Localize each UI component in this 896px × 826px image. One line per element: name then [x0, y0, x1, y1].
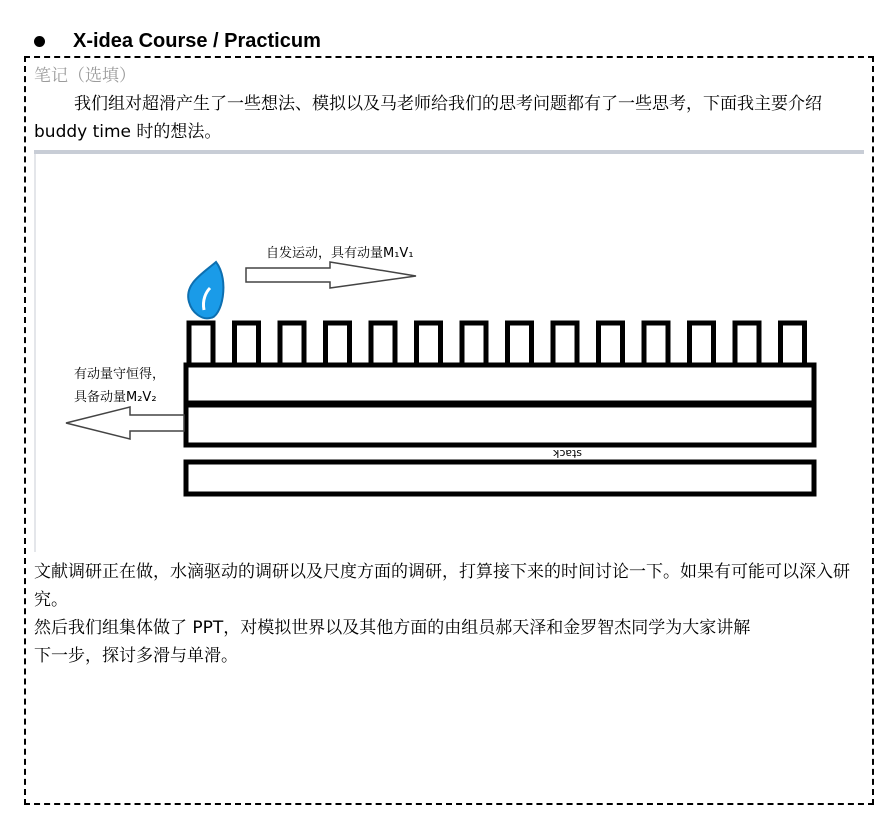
- bottom-plate: [186, 462, 814, 494]
- body-line-next-step: 下一步，探讨多滑与单滑。: [34, 646, 238, 666]
- section-heading: [30, 28, 321, 54]
- left-label-line2: 具备动量M₂V₂: [74, 390, 157, 405]
- comb-tooth: [644, 323, 668, 365]
- comb-teeth: [189, 323, 805, 365]
- comb-tooth: [371, 323, 395, 365]
- intro-paragraph: 我们组对超滑产生了一些想法、模拟以及马老师给我们的思考问题都有了一些思考，下面我主要介绍buddy time 时的想法。: [34, 94, 822, 142]
- comb-tooth: [462, 323, 486, 365]
- left-label-line1: 有动量守恒得，: [74, 367, 166, 382]
- left-arrow-icon: [66, 407, 184, 439]
- comb-tooth: [280, 323, 304, 365]
- section-title: X-idea Course / Practicum: [73, 29, 321, 52]
- comb-tooth: [417, 323, 441, 365]
- body-line-ppt: 然后我们组集体做了 PPT，对模拟世界以及其他方面的由组员郝天泽和金罗智杰同学为大家讲解: [34, 618, 751, 638]
- comb-tooth: [781, 323, 805, 365]
- comb-tooth: [189, 323, 213, 365]
- sketch-drawing: [34, 150, 864, 555]
- bullet-dot-icon: [34, 36, 45, 47]
- right-arrow-icon: [246, 262, 416, 288]
- figure-top-border: [34, 150, 864, 154]
- body-line-research: 文献调研正在做，水滴驱动的调研以及尺度方面的调研，打算接下来的时间讨论一下。如果有可能可以深入研究。: [34, 562, 850, 610]
- body-paragraph: [34, 558, 870, 670]
- figure-left-border: [34, 154, 36, 552]
- top-plate: [186, 365, 814, 403]
- comb-tooth: [326, 323, 350, 365]
- sketch-figure: [34, 150, 864, 555]
- comb-tooth: [508, 323, 532, 365]
- comb-tooth: [690, 323, 714, 365]
- small-mark: ʞɔɐʇs: [552, 446, 583, 459]
- comb-tooth: [235, 323, 259, 365]
- water-droplet-icon: [188, 262, 223, 318]
- comb-tooth: [735, 323, 759, 365]
- top-arrow-label: 自发运动，具有动量M₁V₁: [266, 246, 414, 261]
- comb-tooth: [553, 323, 577, 365]
- notes-label: 笔记（选填）: [34, 66, 136, 86]
- comb-tooth: [599, 323, 623, 365]
- middle-plate: [186, 405, 814, 445]
